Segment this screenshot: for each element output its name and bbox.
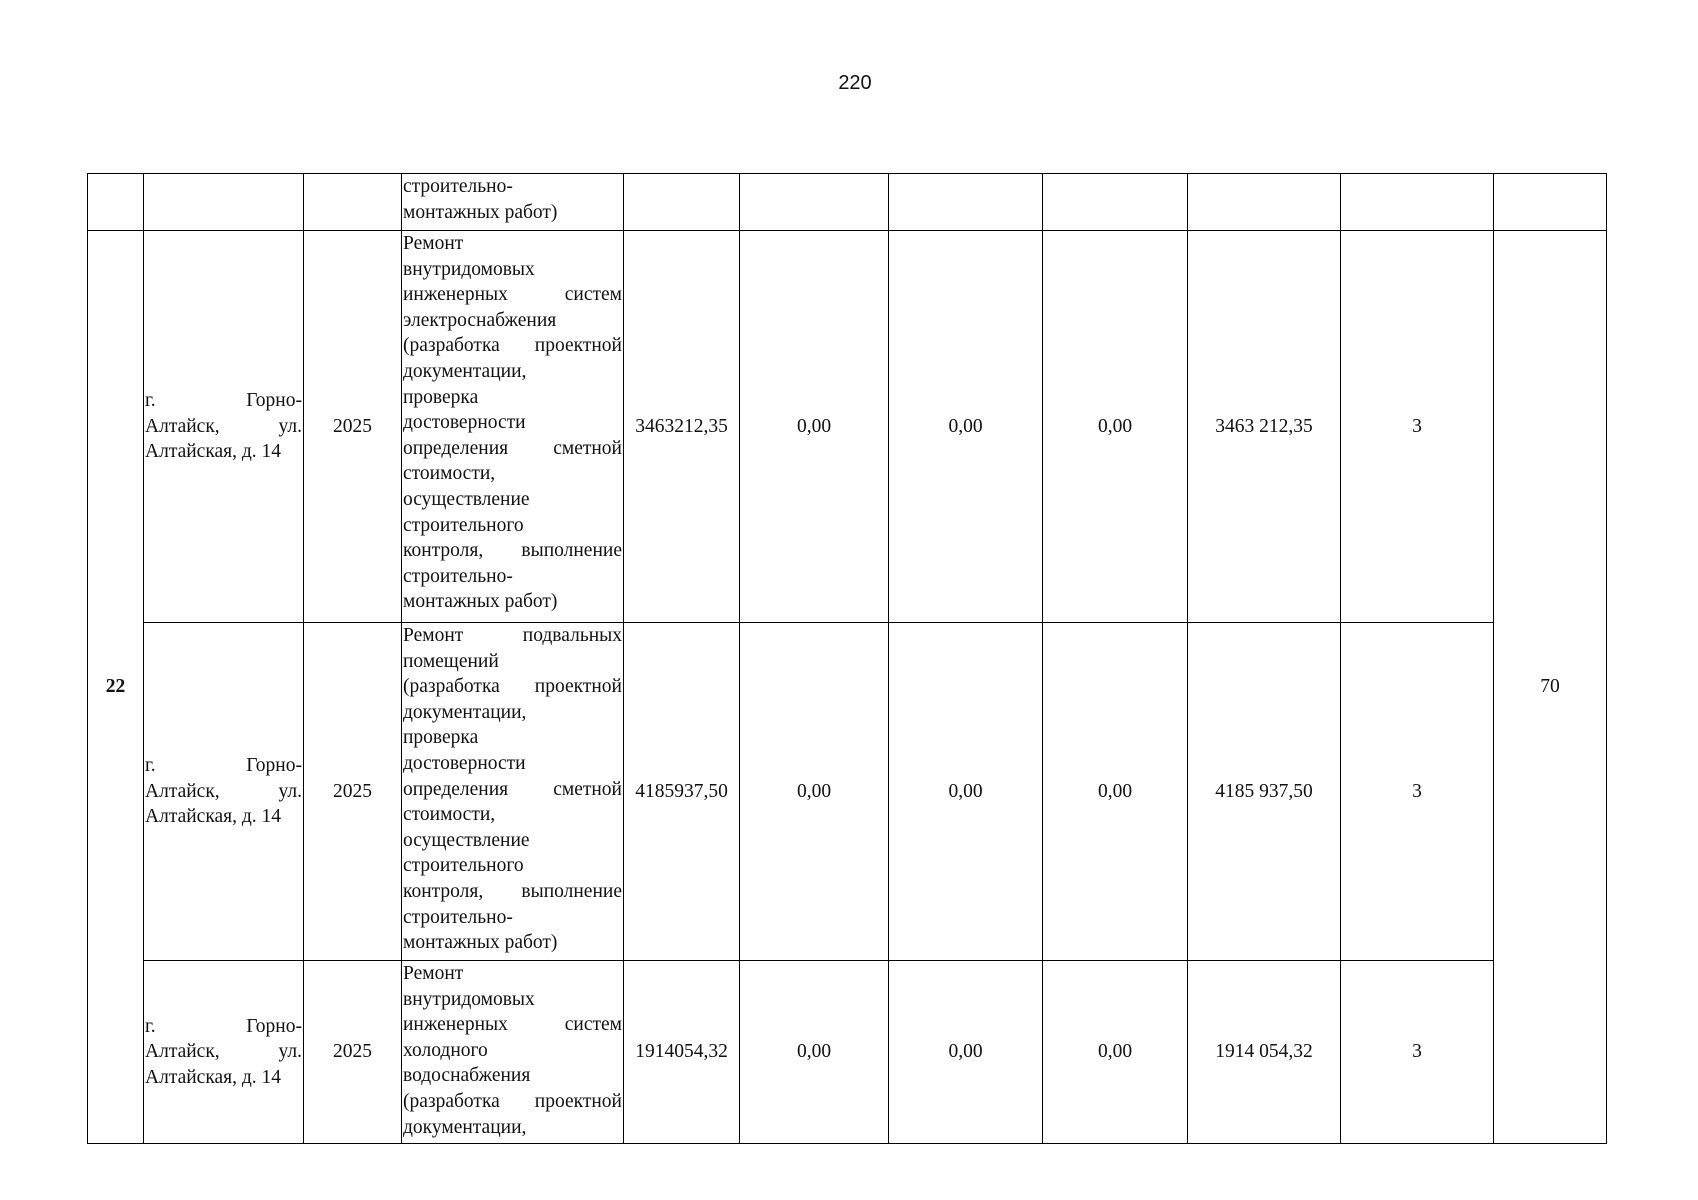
- address-cell: [144, 961, 304, 1144]
- total-cost-cell: 3463212,35: [624, 231, 740, 623]
- description-line: монтажных работ): [403, 591, 558, 613]
- address-line: Алтайская, д. 14: [145, 441, 282, 463]
- table-row: [88, 623, 1607, 961]
- description-cell: [402, 231, 624, 623]
- cell-empty: [88, 174, 144, 231]
- value-cell: 3: [1341, 961, 1494, 1144]
- description-line: строительно-: [403, 176, 513, 197]
- group-number-cell: 22: [88, 231, 144, 1144]
- value-cell: 0,00: [740, 961, 889, 1144]
- description-line: определения сметной: [403, 778, 622, 800]
- cell-empty: [740, 174, 889, 231]
- description-line: контроля, выполнение: [403, 880, 622, 902]
- group-last-col-cell: 70: [1494, 231, 1607, 1144]
- description-line: инженерных систем: [403, 284, 622, 306]
- value-cell: 1914 054,32: [1188, 961, 1341, 1144]
- description-cell: [402, 961, 624, 1144]
- description-line: строительно-: [403, 565, 513, 587]
- description-line: (разработка проектной: [403, 676, 622, 698]
- total-cost-cell: 4185937,50: [624, 623, 740, 961]
- cell-empty: [624, 174, 740, 231]
- description-line: внутридомовых: [403, 258, 535, 280]
- table-row-continuation: [88, 174, 1607, 231]
- cell-empty: [1043, 174, 1188, 231]
- table-row: [88, 231, 1607, 623]
- description-line: строительного: [403, 514, 524, 536]
- value-cell: 0,00: [740, 231, 889, 623]
- description-line: осуществление: [403, 829, 530, 851]
- description-line: проверка: [403, 727, 479, 749]
- description-line: контроля, выполнение: [403, 540, 622, 562]
- description-line: Ремонт подвальных: [403, 625, 622, 646]
- description-line: монтажных работ): [403, 932, 558, 954]
- description-line: стоимости,: [403, 463, 496, 485]
- description-line: помещений: [403, 650, 499, 672]
- value-cell: 0,00: [1043, 623, 1188, 961]
- description-line: документации,: [403, 360, 527, 382]
- value-cell: 0,00: [1043, 961, 1188, 1144]
- description-cell: [402, 174, 624, 231]
- total-cost-cell: 1914054,32: [624, 961, 740, 1144]
- description-line: осуществление: [403, 488, 530, 510]
- description-line: внутридомовых: [403, 988, 535, 1010]
- value-cell: 3: [1341, 231, 1494, 623]
- description-line: достоверности: [403, 412, 526, 434]
- description-line: определения сметной: [403, 437, 622, 459]
- cell-empty: [304, 174, 402, 231]
- value-cell: 0,00: [1043, 231, 1188, 623]
- value-cell: 0,00: [889, 961, 1043, 1144]
- address-line: Алтайская, д. 14: [145, 1066, 282, 1088]
- description-line: достоверности: [403, 752, 526, 774]
- address-line: г. Горно-: [145, 1015, 302, 1037]
- value-cell: 3463 212,35: [1188, 231, 1341, 623]
- address-line: г. Горно-: [145, 390, 302, 412]
- address-cell: [144, 231, 304, 623]
- description-line: электроснабжения: [403, 309, 557, 331]
- value-cell: 0,00: [740, 623, 889, 961]
- cell-empty: [1341, 174, 1494, 231]
- description-line: Ремонт: [403, 233, 464, 254]
- value-cell: 0,00: [889, 231, 1043, 623]
- page-number: 220: [838, 72, 872, 94]
- address-line: Алтайск, ул.: [145, 1041, 302, 1063]
- description-line: строительного: [403, 855, 524, 877]
- cell-empty: [1494, 174, 1607, 231]
- year-cell: 2025: [304, 623, 402, 961]
- description-line: (разработка проектной: [403, 335, 622, 357]
- description-line: Ремонт: [403, 963, 464, 984]
- value-cell: 3: [1341, 623, 1494, 961]
- description-cell: [402, 623, 624, 961]
- description-line: строительно-: [403, 906, 513, 928]
- year-cell: 2025: [304, 231, 402, 623]
- year-cell: 2025: [304, 961, 402, 1144]
- address-line: г. Горно-: [145, 755, 302, 777]
- description-line: стоимости,: [403, 804, 496, 826]
- address-line: Алтайск, ул.: [145, 780, 302, 802]
- value-cell: 4185 937,50: [1188, 623, 1341, 961]
- cell-empty: [144, 174, 304, 231]
- description-line: водоснабжения: [403, 1065, 531, 1087]
- description-line: холодного: [403, 1039, 488, 1061]
- description-line: (разработка проектной: [403, 1090, 622, 1112]
- description-line: монтажных работ): [403, 201, 558, 223]
- cell-empty: [889, 174, 1043, 231]
- description-line: проверка: [403, 386, 479, 408]
- description-line: документации,: [403, 1116, 527, 1138]
- table-row: [88, 961, 1607, 1144]
- description-line: инженерных систем: [403, 1014, 622, 1036]
- cell-empty: [1188, 174, 1341, 231]
- address-cell: [144, 623, 304, 961]
- description-line: документации,: [403, 701, 527, 723]
- address-line: Алтайск, ул.: [145, 415, 302, 437]
- works-table: [87, 173, 1607, 1144]
- value-cell: 0,00: [889, 623, 1043, 961]
- address-line: Алтайская, д. 14: [145, 806, 282, 828]
